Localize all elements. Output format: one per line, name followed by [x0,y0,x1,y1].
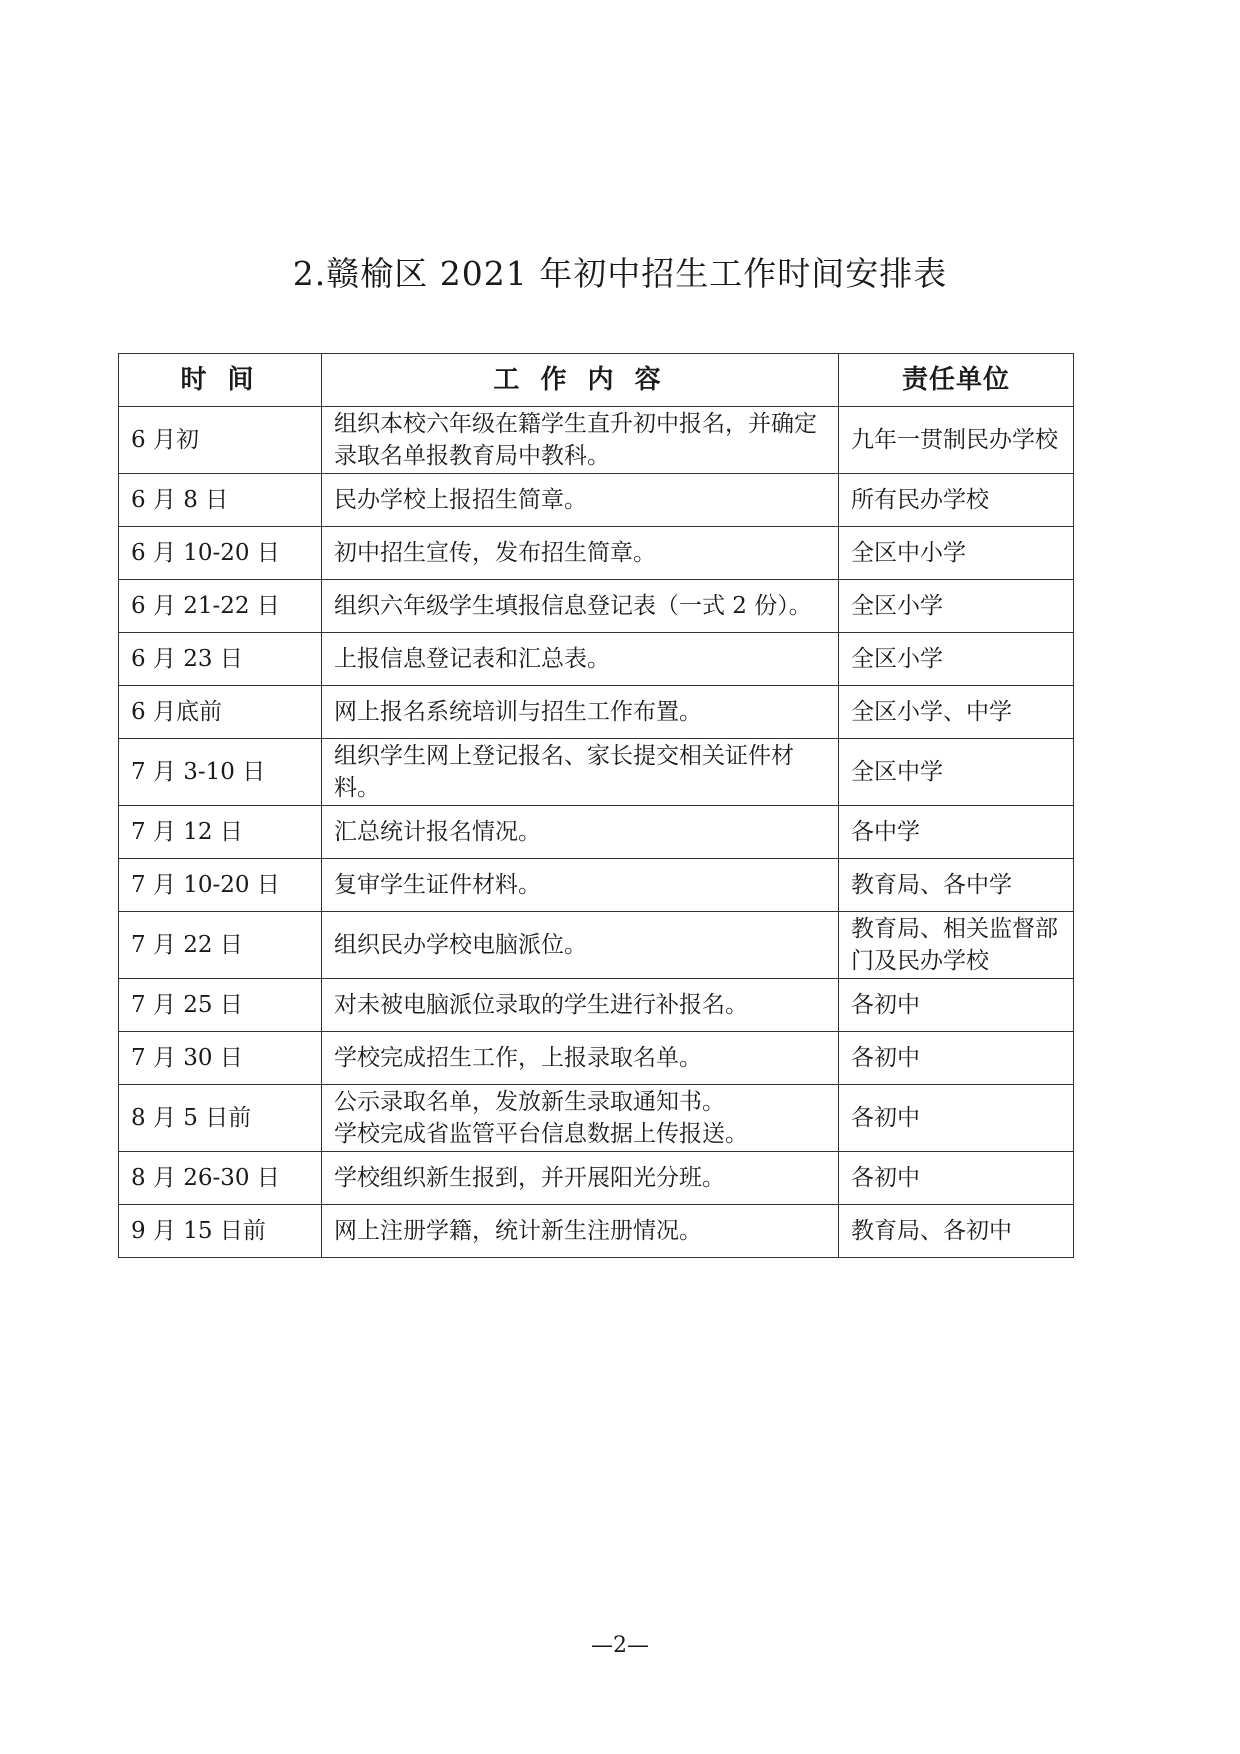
time-cell: 6 月 10-20 日 [119,527,322,580]
table-row [119,739,1074,806]
table-body [119,407,1074,1258]
header-unit: 责任单位 [839,354,1074,407]
table-row [119,580,1074,633]
time-cell: 7 月 12 日 [119,806,322,859]
task-cell: 初中招生宣传，发布招生简章。 [322,527,839,580]
table-row [119,859,1074,912]
time-cell: 7 月 10-20 日 [119,859,322,912]
time-cell: 6 月 23 日 [119,633,322,686]
task-cell: 对未被电脑派位录取的学生进行补报名。 [322,979,839,1032]
unit-cell: 教育局、相关监督部门及民办学校 [839,912,1074,979]
task-cell: 网上报名系统培训与招生工作布置。 [322,686,839,739]
task-cell: 网上注册学籍，统计新生注册情况。 [322,1205,839,1258]
time-cell: 7 月 25 日 [119,979,322,1032]
table-row [119,1205,1074,1258]
task-cell: 学校完成招生工作，上报录取名单。 [322,1032,839,1085]
unit-cell: 全区小学 [839,580,1074,633]
task-cell: 组织民办学校电脑派位。 [322,912,839,979]
time-cell: 8 月 26-30 日 [119,1152,322,1205]
unit-cell: 各初中 [839,1085,1074,1152]
table-row [119,806,1074,859]
unit-cell: 所有民办学校 [839,474,1074,527]
unit-cell: 九年一贯制民办学校 [839,407,1074,474]
time-cell: 6 月 21-22 日 [119,580,322,633]
time-cell: 7 月 22 日 [119,912,322,979]
schedule-table [118,353,1074,1258]
unit-cell: 各初中 [839,1032,1074,1085]
task-cell: 公示录取名单，发放新生录取通知书。 学校完成省监管平台信息数据上传报送。 [322,1085,839,1152]
table-row [119,979,1074,1032]
table-header-row [119,354,1074,407]
table-row [119,1032,1074,1085]
task-cell: 组织本校六年级在籍学生直升初中报名，并确定录取名单报教育局中教科。 [322,407,839,474]
unit-cell: 教育局、各中学 [839,859,1074,912]
unit-cell: 全区小学、中学 [839,686,1074,739]
time-cell: 8 月 5 日前 [119,1085,322,1152]
time-cell: 6 月底前 [119,686,322,739]
header-time: 时 间 [119,354,322,407]
unit-cell: 教育局、各初中 [839,1205,1074,1258]
task-cell: 上报信息登记表和汇总表。 [322,633,839,686]
task-cell: 组织学生网上登记报名、家长提交相关证件材料。 [322,739,839,806]
table-row [119,1085,1074,1152]
time-cell: 7 月 3-10 日 [119,739,322,806]
unit-cell: 全区中学 [839,739,1074,806]
time-cell: 6 月 8 日 [119,474,322,527]
page-number: —2— [591,1633,649,1658]
unit-cell: 全区中小学 [839,527,1074,580]
time-cell: 7 月 30 日 [119,1032,322,1085]
task-cell: 学校组织新生报到，并开展阳光分班。 [322,1152,839,1205]
table-row [119,474,1074,527]
task-cell: 汇总统计报名情况。 [322,806,839,859]
task-cell: 组织六年级学生填报信息登记表（一式 2 份）。 [322,580,839,633]
document-title: 2.赣榆区 2021 年初中招生工作时间安排表 [292,254,948,293]
time-cell: 9 月 15 日前 [119,1205,322,1258]
unit-cell: 各初中 [839,1152,1074,1205]
unit-cell: 各初中 [839,979,1074,1032]
table-row [119,633,1074,686]
unit-cell: 各中学 [839,806,1074,859]
task-cell: 民办学校上报招生简章。 [322,474,839,527]
header-task: 工 作 内 容 [322,354,839,407]
table-row [119,686,1074,739]
task-cell: 复审学生证件材料。 [322,859,839,912]
table-row [119,1152,1074,1205]
table-row [119,407,1074,474]
table-row [119,912,1074,979]
unit-cell: 全区小学 [839,633,1074,686]
table-row [119,527,1074,580]
time-cell: 6 月初 [119,407,322,474]
